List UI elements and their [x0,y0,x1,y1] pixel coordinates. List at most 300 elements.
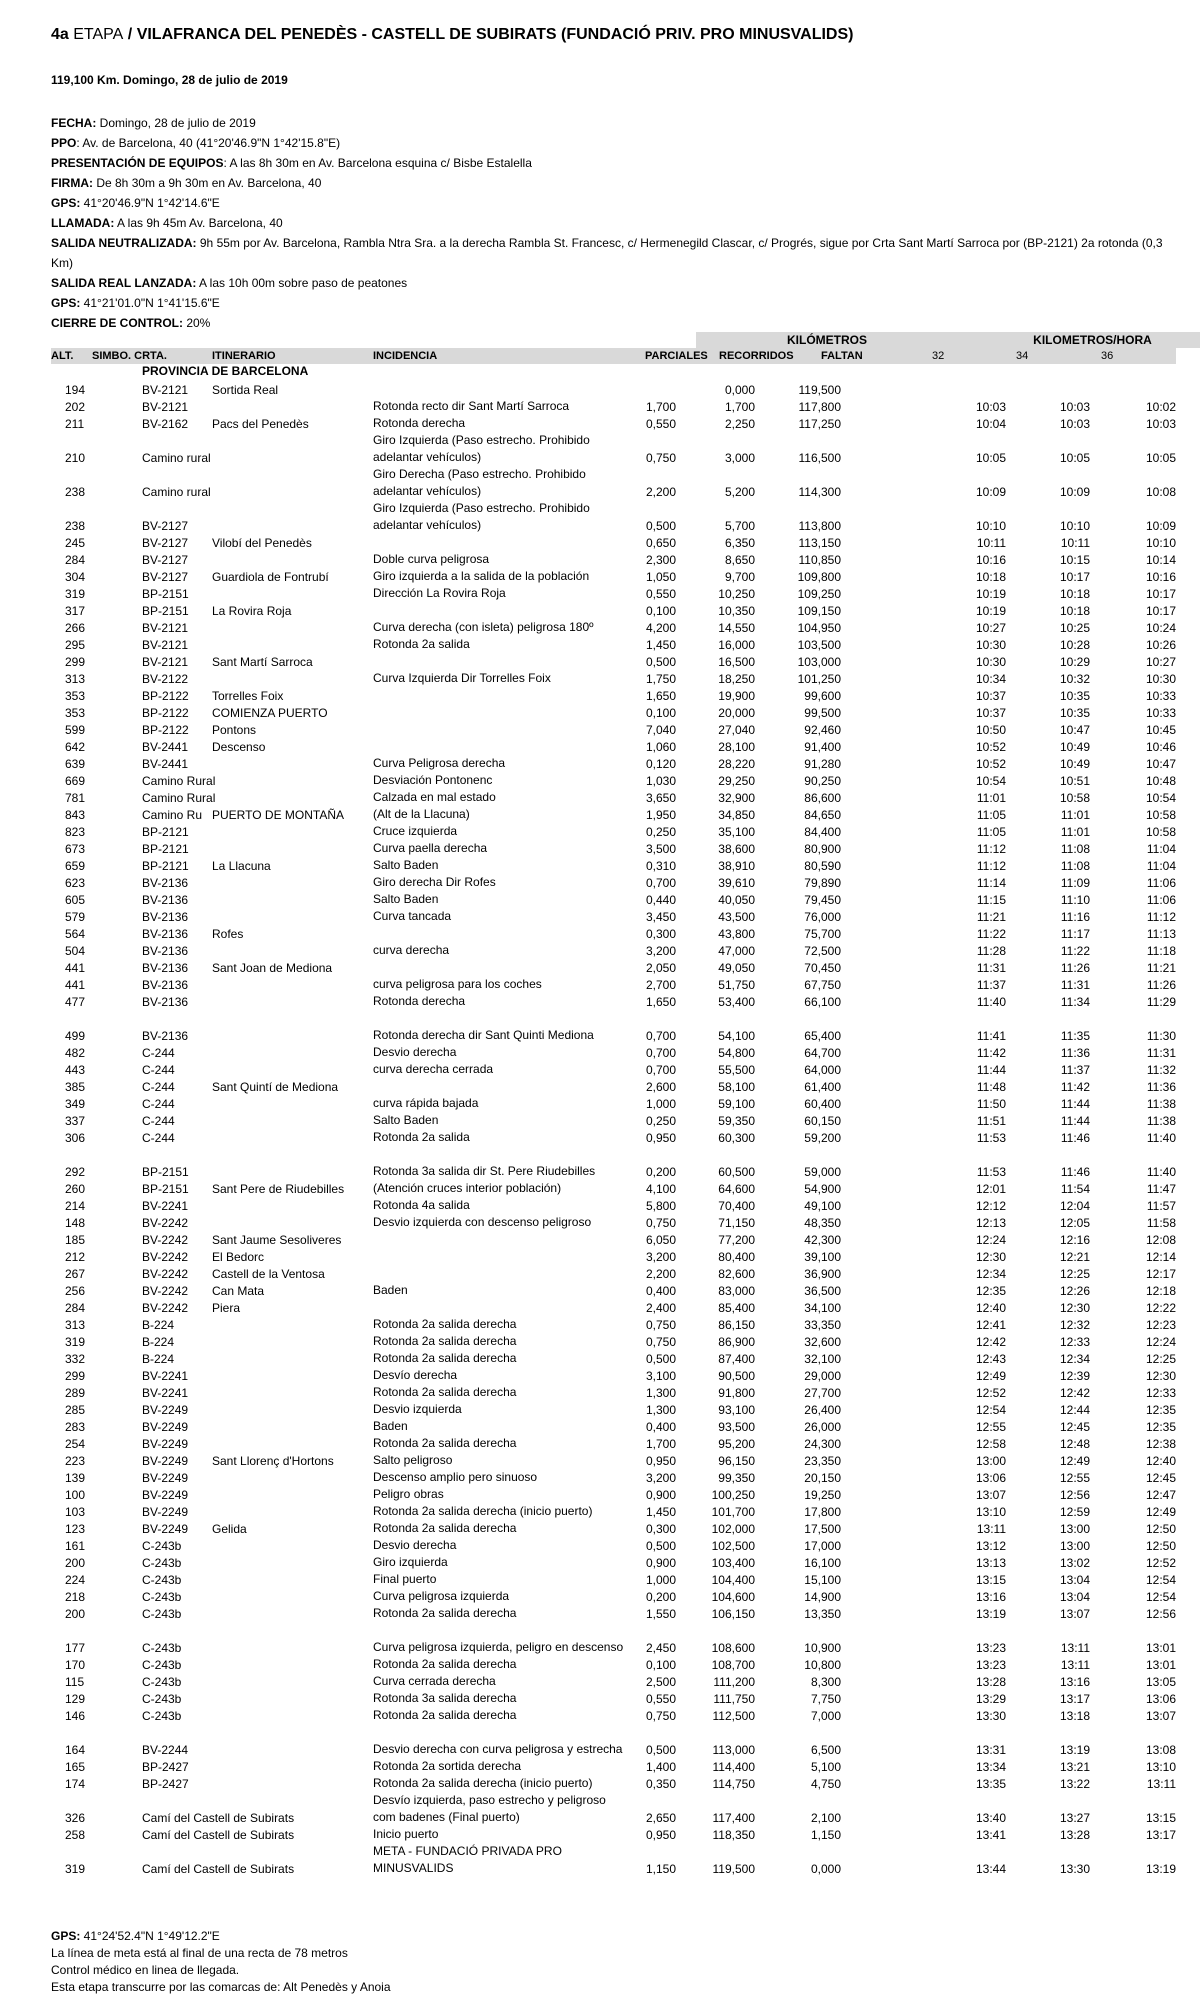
cell-rec: 83,000 [718,1284,755,1298]
cell-inc: Curva peligrosa izquierda, peligro en descenso [373,1640,624,1654]
cell-par: 1,950 [645,808,676,822]
cell-par: 1,400 [645,1760,676,1774]
cell-par: 1,150 [645,1862,676,1876]
cell-t36: 11:32 [1146,1063,1176,1077]
cell-t36: 12:52 [1145,1556,1176,1570]
cell-fal: 117,250 [798,417,841,431]
cell-t32: 13:12 [975,1539,1006,1553]
cell-t32: 11:21 [976,910,1006,924]
cell-alt: 200 [65,1556,86,1570]
cell-inc: Giro derecha Dir Rofes [373,875,496,889]
cell-t32: 12:30 [975,1250,1006,1264]
cell-crta: C-243b [142,1573,182,1587]
cell-crta: C-244 [142,1097,175,1111]
cell-rec: 10,250 [718,587,755,601]
cell-par: 1,000 [645,1097,676,1111]
cell-inc: curva derecha cerrada [373,1062,494,1076]
cell-t32: 11:22 [976,927,1006,941]
cell-par: 0,200 [645,1590,676,1604]
cell-alt: 349 [65,1097,86,1111]
cell-itin: Sant Pere de Riudebilles [212,1182,345,1196]
cell-t34: 10:47 [1059,723,1090,737]
cell-par: 1,550 [645,1607,676,1621]
cell-rec: 112,500 [712,1709,755,1723]
table-row [51,1384,1176,1401]
cell-t34: 13:19 [1059,1743,1090,1757]
cell-t34: 11:22 [1060,944,1090,958]
cell-t36: 11:12 [1146,910,1176,924]
cell-t36: 11:04 [1146,859,1176,873]
cell-alt: 161 [65,1539,86,1553]
col-36-header: 36 [1101,350,1114,362]
cell-t32: 11:15 [976,893,1006,907]
cell-t36: 11:06 [1146,876,1176,890]
cell-crta: BV-2127 [142,570,189,584]
cell-alt: 623 [65,876,86,890]
cell-fal: 91,400 [804,740,841,754]
cell-crta: BV-2249 [142,1522,189,1536]
table-row [51,908,1176,925]
cell-t36: 12:38 [1145,1437,1176,1451]
cell-crta: BV-2136 [142,961,189,975]
cell-inc: Rotonda 2a salida derecha [373,1317,517,1331]
cell-inc: Giro Derecha (Paso estrecho. Prohibido adelantar vehículos) [373,467,586,498]
cell-rec: 58,100 [718,1080,755,1094]
cell-crta: BV-2136 [142,876,189,890]
cell-t34: 13:04 [1059,1590,1090,1604]
table-row [51,1656,1176,1673]
cell-t36: 10:16 [1145,570,1176,584]
cell-fal: 114,300 [798,485,841,499]
cell-t34: 12:55 [1059,1471,1090,1485]
cell-rec: 40,050 [718,893,755,907]
cell-alt: 165 [65,1760,86,1774]
cell-crta: BP-2151 [142,1182,189,1196]
cell-par: 0,350 [645,1777,676,1791]
table-row [51,789,1176,806]
cell-t36: 12:14 [1145,1250,1176,1264]
cell-alt: 299 [65,1369,86,1383]
col-simbo-header: SIMBO. CRTA. [92,350,167,362]
cell-t36: 10:33 [1145,706,1176,720]
col-fal-header: FALTAN [821,350,863,362]
cell-rec: 55,500 [718,1063,755,1077]
cell-rec: 39,610 [718,876,755,890]
table-row [51,534,1176,551]
cell-fal: 48,350 [804,1216,841,1230]
cell-fal: 61,400 [804,1080,841,1094]
table-row [51,721,1176,738]
table-row [51,466,1176,500]
cell-t34: 12:49 [1059,1454,1090,1468]
cell-t34: 12:34 [1059,1352,1090,1366]
cell-t32: 12:43 [975,1352,1006,1366]
cell-crta: BP-2122 [142,689,189,703]
cell-t32: 10:27 [975,621,1006,635]
cell-fal: 76,000 [804,910,841,924]
cell-par: 1,050 [645,570,676,584]
cell-par: 2,600 [645,1080,676,1094]
cell-alt: 337 [65,1114,86,1128]
cell-par: 3,650 [645,791,676,805]
cell-rec: 87,400 [718,1352,755,1366]
cell-t34: 11:44 [1060,1097,1090,1111]
cell-t32: 13:40 [975,1811,1006,1825]
cell-t32: 13:23 [975,1658,1006,1672]
cell-crta: BP-2121 [142,825,189,839]
table-row [51,1520,1176,1537]
cell-t34: 12:48 [1059,1437,1090,1451]
cell-inc: curva derecha [373,943,450,957]
cell-alt: 326 [65,1811,86,1825]
table-row [51,1197,1176,1214]
cell-t32: 12:55 [975,1420,1006,1434]
cell-alt: 194 [65,383,86,397]
cell-par: 6,050 [645,1233,676,1247]
cell-par: 0,400 [645,1284,676,1298]
cell-t34: 12:05 [1059,1216,1090,1230]
col-32-header: 32 [932,350,945,362]
table-row [51,585,1176,602]
cell-rec: 3,000 [724,451,755,465]
cell-fal: 103,500 [797,638,841,652]
cell-crta: BV-2136 [142,893,189,907]
cell-t32: 12:35 [975,1284,1006,1298]
cell-alt: 202 [65,400,86,414]
cell-t32: 13:06 [975,1471,1006,1485]
cell-inc: Rotonda 2a salida derecha (inicio puerto) [373,1776,593,1790]
footer-gps-label: GPS: [51,1929,81,1943]
cell-crta: BV-2121 [142,655,189,669]
cell-t32: 13:23 [975,1641,1006,1655]
cell-fal: 32,600 [804,1335,841,1349]
cell-rec: 80,400 [718,1250,755,1264]
cell-t32: 13:10 [975,1505,1006,1519]
cell-t34: 13:00 [1059,1522,1090,1536]
footer-gps-value: 41°24'52.4"N 1°49'12.2"E [80,1929,220,1943]
info-line [51,133,1176,153]
cell-t36: 13:10 [1145,1760,1176,1774]
cell-fal: 7,750 [810,1692,841,1706]
cell-fal: 13,350 [804,1607,841,1621]
cell-rec: 86,900 [718,1335,755,1349]
cell-alt: 353 [65,706,86,720]
cell-rec: 14,550 [718,621,755,635]
table-row [51,1588,1176,1605]
cell-fal: 16,100 [804,1556,841,1570]
table-row [51,1265,1176,1282]
col-34-header: 34 [1016,350,1029,362]
cell-crta: BV-2136 [142,944,189,958]
table-row [51,772,1176,789]
cell-fal: 27,700 [804,1386,841,1400]
table-row [51,1537,1176,1554]
cell-fal: 2,100 [810,1811,841,1825]
cell-fal: 65,400 [804,1029,841,1043]
info-value: 9h 55m por Av. Barcelona, Rambla Ntra Sra. a la derecha Rambla St. Francesc, c/ Hermenegild Clascar, c/ Progrés, sigue por Crta Sant Martí Sarroca por (BP-2121) 2a rotonda (0,3 Km) [51,236,1163,270]
cell-alt: 238 [65,519,86,533]
cell-t36: 10:26 [1145,638,1176,652]
cell-inc: Curva peligrosa izquierda [373,1589,510,1603]
cell-t32: 10:34 [975,672,1006,686]
info-value: : A las 8h 30m en Av. Barcelona esquina c/ Bisbe Estalella [223,156,532,170]
cell-par: 0,700 [645,1063,676,1077]
cell-fal: 84,650 [804,808,841,822]
cell-inc: Baden [373,1419,408,1433]
cell-itin: Rofes [212,927,244,941]
table-row [51,925,1176,942]
cell-fal: 5,100 [810,1760,841,1774]
cell-t32: 11:50 [976,1097,1006,1111]
cell-t32: 13:07 [975,1488,1006,1502]
cell-inc: Rotonda 3a salida dir St. Pere Riudebilles [373,1164,596,1178]
cell-t34: 11:08 [1060,859,1090,873]
stage-subtitle: 119,100 Km. Domingo, 28 de julio de 2019 [51,73,288,87]
cell-crta: C-243b [142,1658,182,1672]
cell-inc: Desviación Pontonenc [373,773,493,787]
cell-t36: 12:17 [1145,1267,1176,1281]
table-row [51,1231,1176,1248]
cell-inc: Inicio puerto [373,1827,439,1841]
cell-par: 0,120 [645,757,676,771]
cell-fal: 26,400 [804,1403,841,1417]
cell-rec: 19,900 [718,689,755,703]
cell-t36: 13:06 [1145,1692,1176,1706]
cell-fal: 70,450 [804,961,841,975]
cell-inc: Curva cerrada derecha [373,1674,496,1688]
cell-rec: 51,750 [718,978,755,992]
cell-rec: 0,000 [724,383,755,397]
cell-inc: (Alt de la Llacuna) [373,807,470,821]
info-value: Domingo, 28 de julio de 2019 [96,116,256,130]
cell-t34: 13:04 [1059,1573,1090,1587]
cell-t34: 13:18 [1059,1709,1090,1723]
info-value: 41°20'46.9"N 1°42'14.6"E [80,196,220,210]
cell-t34: 10:25 [1059,621,1090,635]
cell-alt: 843 [65,808,86,822]
cell-t36: 13:19 [1145,1862,1176,1876]
cell-t32: 10:16 [975,553,1006,567]
cell-rec: 108,700 [711,1658,755,1672]
cell-itin: Torrelles Foix [212,689,284,703]
cell-t36: 11:13 [1146,927,1176,941]
cell-inc: Rotonda 2a salida [373,637,470,651]
cell-alt: 499 [65,1029,86,1043]
cell-t36: 12:54 [1145,1590,1176,1604]
cell-alt: 185 [65,1233,86,1247]
table-row [51,1690,1176,1707]
cell-crta: BV-2242 [142,1267,189,1281]
cell-rec: 99,350 [718,1471,755,1485]
cell-t32: 11:28 [976,944,1006,958]
cell-t34: 11:44 [1060,1114,1090,1128]
cell-alt: 477 [65,995,86,1009]
cell-crta: Camino rural [142,451,211,465]
cell-fal: 99,600 [804,689,841,703]
cell-crta: BP-2121 [142,859,189,873]
cell-crta: BV-2122 [142,672,189,686]
cell-crta: C-244 [142,1063,175,1077]
cell-itin: COMIENZA PUERTO [212,706,328,720]
cell-t34: 11:37 [1060,1063,1090,1077]
cell-t36: 12:40 [1145,1454,1176,1468]
info-value: 41°21'01.0"N 1°41'15.6"E [80,296,220,310]
cell-t32: 10:04 [975,417,1006,431]
cell-par: 2,200 [645,485,676,499]
cell-inc: Giro izquierda a la salida de la población [373,569,590,583]
cell-par: 1,300 [645,1386,676,1400]
cell-crta: BP-2427 [142,1760,189,1774]
table-row [51,704,1176,721]
cell-fal: 24,300 [804,1437,841,1451]
cell-t34: 12:32 [1059,1318,1090,1332]
cell-alt: 245 [65,536,86,550]
cell-fal: 26,000 [804,1420,841,1434]
cell-rec: 103,400 [711,1556,755,1570]
footer-line-2: Control médico en linea de llegada. [51,1963,240,1977]
table-row [51,687,1176,704]
cell-t36: 12:47 [1145,1488,1176,1502]
cell-t34: 12:26 [1059,1284,1090,1298]
cell-par: 0,550 [645,417,676,431]
cell-t32: 12:52 [975,1386,1006,1400]
cell-t36: 10:58 [1145,825,1176,839]
cell-rec: 34,850 [718,808,755,822]
cell-alt: 254 [65,1437,86,1451]
cell-par: 2,400 [645,1301,676,1315]
info-line [51,173,1176,193]
cell-alt: 441 [65,978,86,992]
cell-t32: 11:53 [976,1165,1006,1179]
cell-rec: 82,600 [718,1267,755,1281]
cell-inc: curva rápida bajada [373,1096,479,1110]
cell-crta: BP-2427 [142,1777,189,1791]
cell-crta: BV-2242 [142,1250,189,1264]
cell-rec: 93,100 [718,1403,755,1417]
cell-crta: BP-2122 [142,723,189,737]
cell-inc: Rotonda recto dir Sant Martí Sarroca [373,399,570,413]
cell-fal: 90,250 [804,774,841,788]
cell-t32: 13:30 [975,1709,1006,1723]
table-row [51,432,1176,466]
table-spacer-row [51,1146,1176,1163]
info-value: 20% [183,316,211,330]
cell-crta: BV-2136 [142,978,189,992]
cell-t32: 12:01 [975,1182,1006,1196]
cell-crta: BV-2127 [142,536,189,550]
cell-fal: 86,600 [804,791,841,805]
cell-rec: 20,000 [718,706,755,720]
cell-crta: C-243b [142,1590,182,1604]
cell-t36: 10:47 [1145,757,1176,771]
cell-crta: Camí del Castell de Subirats [142,1811,295,1825]
table-row [51,1350,1176,1367]
table-row [51,1435,1176,1452]
cell-fal: 80,590 [804,859,841,873]
cell-alt: 441 [65,961,86,975]
itinerary-table-body [51,381,1176,1877]
cell-rec: 59,100 [718,1097,755,1111]
cell-t34: 10:51 [1059,774,1090,788]
cell-fal: 39,100 [804,1250,841,1264]
cell-crta: C-244 [142,1046,175,1060]
cell-t36: 12:18 [1145,1284,1176,1298]
cell-rec: 104,600 [711,1590,755,1604]
cell-fal: 49,100 [804,1199,841,1213]
table-row [51,398,1176,415]
table-row [51,976,1176,993]
cell-fal: 34,100 [804,1301,841,1315]
cell-t32: 10:54 [975,774,1006,788]
table-row [51,1452,1176,1469]
cell-alt: 100 [65,1488,86,1502]
cell-crta: BV-2249 [142,1471,189,1485]
cell-par: 0,950 [645,1131,676,1145]
cell-t32: 11:01 [976,791,1006,805]
table-row [51,1095,1176,1112]
cell-par: 1,060 [645,740,676,754]
cell-crta: BV-2241 [142,1199,189,1213]
cell-alt: 599 [65,723,86,737]
cell-t34: 12:16 [1059,1233,1090,1247]
cell-rec: 2,250 [724,417,755,431]
cell-inc: Salto peligroso [373,1453,453,1467]
col-itin-header: ITINERARIO [212,350,276,362]
cell-par: 1,750 [645,672,676,686]
cell-t32: 12:42 [975,1335,1006,1349]
cell-crta: BV-2136 [142,995,189,1009]
cell-itin: La Llacuna [212,859,271,873]
cell-t36: 13:15 [1145,1811,1176,1825]
cell-inc: Rotonda 2a salida derecha [373,1708,517,1722]
cell-par: 0,500 [645,655,676,669]
cell-t36: 13:17 [1145,1828,1176,1842]
cell-alt: 332 [65,1352,86,1366]
cell-itin: Sortida Real [212,383,279,397]
cell-fal: 20,150 [804,1471,841,1485]
cell-crta: Camino rural [142,485,211,499]
table-row [51,1605,1176,1622]
cell-fal: 110,850 [798,553,841,567]
table-row [51,874,1176,891]
cell-inc: Rotonda 2a salida derecha [373,1606,517,1620]
table-spacer-row [51,1010,1176,1027]
cell-t32: 11:12 [976,842,1006,856]
cell-t32: 10:03 [975,400,1006,414]
table-row [51,500,1176,534]
cell-t36: 12:08 [1145,1233,1176,1247]
cell-rec: 47,000 [718,944,755,958]
cell-par: 4,200 [645,621,676,635]
table-row [51,1129,1176,1146]
cell-inc: (Atención cruces interior población) [373,1181,562,1195]
cell-t32: 13:11 [976,1522,1006,1536]
cell-alt: 129 [65,1692,86,1706]
cell-par: 3,500 [645,842,676,856]
cell-par: 0,550 [645,1692,676,1706]
cell-t32: 10:09 [975,485,1006,499]
cell-itin: Sant Joan de Mediona [212,961,333,975]
cell-fal: 23,350 [804,1454,841,1468]
cell-rec: 28,220 [718,757,755,771]
cell-rec: 6,350 [724,536,755,550]
cell-par: 0,500 [645,1539,676,1553]
cell-t34: 11:46 [1060,1131,1090,1145]
table-row [51,1418,1176,1435]
cell-t34: 12:45 [1059,1420,1090,1434]
cell-par: 2,450 [645,1641,676,1655]
cell-rec: 16,500 [718,655,755,669]
